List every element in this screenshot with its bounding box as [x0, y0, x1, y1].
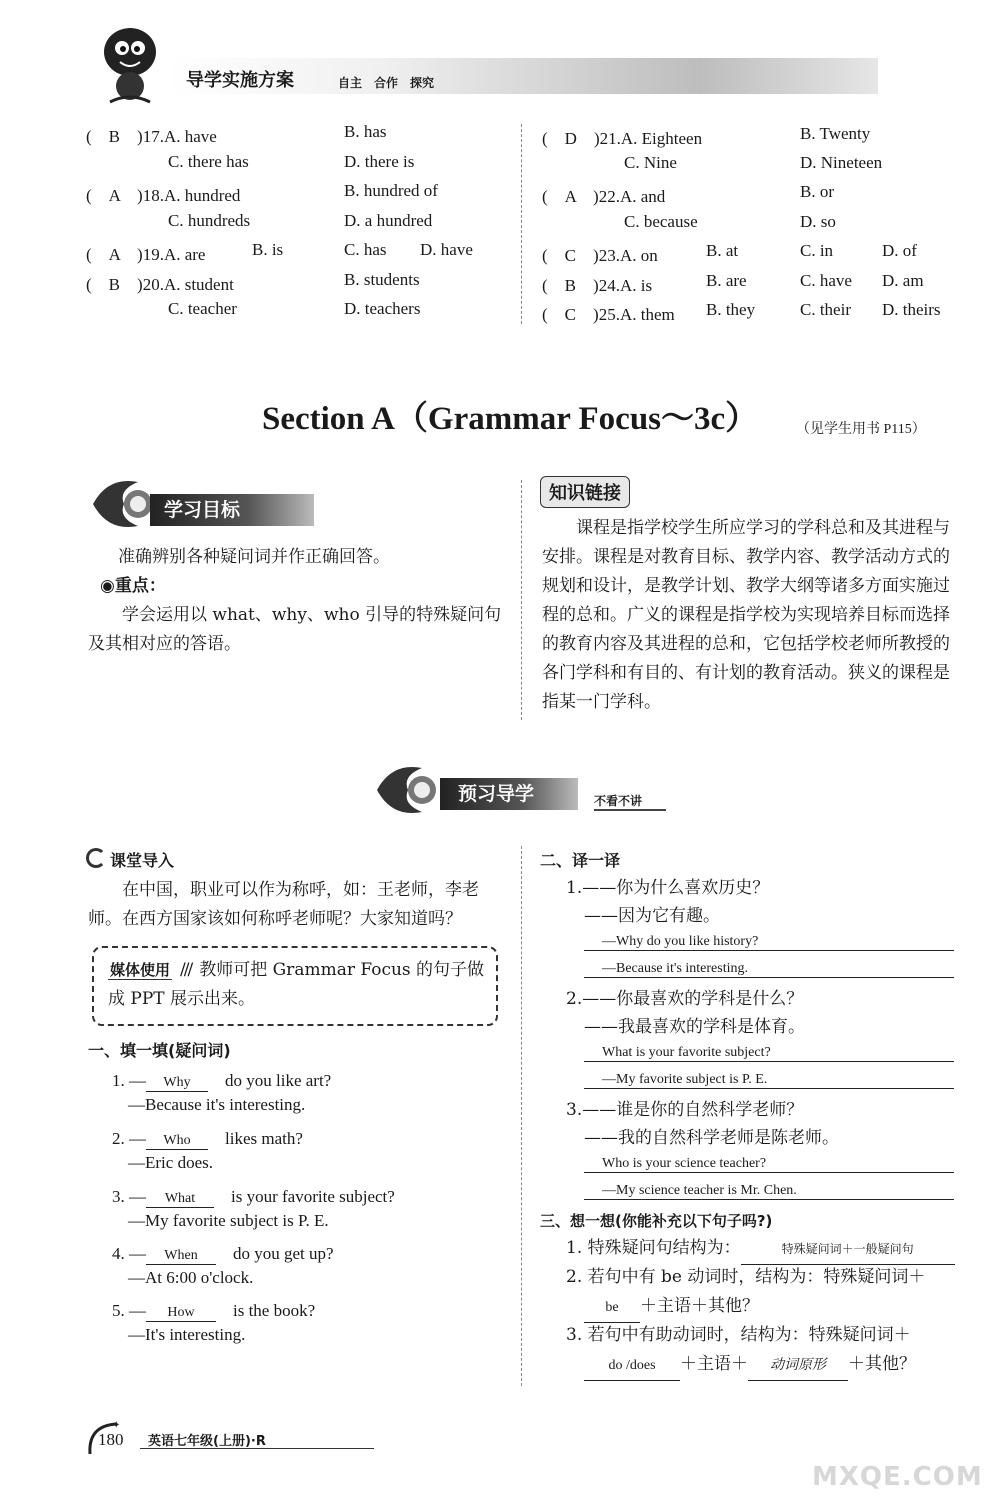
translate-answer-cn: ——我最喜欢的学科是体育。 [584, 1017, 805, 1037]
goals-text: 准确辨别各种疑问词并作正确回答。 [118, 547, 390, 567]
option-d: D. so [800, 212, 836, 231]
fill-answer: How [146, 1305, 216, 1322]
column-divider [521, 124, 522, 324]
fill-answer: Why [146, 1075, 208, 1092]
knowledge-text: 课程是指学校学生所应学习的学科总和及其进程与安排。课程是对教育目标、教学内容、教学活动方式的规划和设计，是教学计划、教学大纲等诸多方面实施过程的总和。广义的课程是指学校为实现培养目标而选择的教育内容及其进程的总和，它包括学校老师所教授的各门学科和有目的、有计划的教育活动。狭义的课程是指某一门学科。 [542, 518, 950, 712]
option-b: B. students [344, 270, 420, 289]
option-d: D. have [420, 240, 473, 259]
think-line-2b: be ＋主语＋其他？ [584, 1292, 759, 1323]
think-answer: 特殊疑问词＋一般疑问句 [741, 1235, 955, 1265]
translate-line: What is your favorite subject? [584, 1045, 954, 1062]
svg-text:✦: ✦ [112, 1420, 121, 1431]
intro-label: 课堂导入 [86, 848, 174, 871]
media-text: 媒体使用 /// 教师可把 Grammar Focus 的句子做成 PPT 展示出来。 [108, 960, 485, 1009]
watermark: MXQE.COM [812, 1462, 983, 1492]
fill-reply: —Eric does. [128, 1153, 213, 1172]
page-number: 180 [98, 1430, 124, 1449]
answer-letter: A [108, 245, 121, 264]
think-title: 三、想一想(你能补充以下句子吗?) [540, 1212, 773, 1230]
fill-answer: When [146, 1248, 216, 1265]
option-b: B. is [252, 240, 284, 259]
key-label: ◉重点： [100, 576, 166, 596]
preview-badge: 预习导学 [440, 778, 578, 810]
think-line-1: 1. 特殊疑问句结构为： 特殊疑问词＋一般疑问句 [566, 1234, 955, 1265]
option-b: B. Twenty [800, 124, 871, 143]
key-text: 学会运用以 what、why、who 引导的特殊疑问句及其相对应的答语。 [88, 605, 502, 654]
option-d: D. teachers [344, 299, 421, 318]
option-b: B. are [706, 271, 747, 290]
answer-letter: C [564, 246, 577, 265]
think-answer: be [584, 1293, 640, 1323]
answer-letter: C [564, 305, 577, 324]
answer-letter: D [564, 129, 577, 148]
think-answer: do /does [584, 1351, 680, 1381]
footer [86, 1418, 386, 1458]
translate-answer-cn: ——我的自然科学老师是陈老师。 [584, 1128, 839, 1148]
quote-icon [86, 848, 106, 868]
fill-reply: —It's interesting. [128, 1325, 246, 1344]
answer-letter: B [564, 276, 577, 295]
option-c: C. teacher [168, 299, 237, 318]
fill-answer: What [146, 1191, 214, 1208]
fill-reply: —My favorite subject is P. E. [128, 1211, 329, 1230]
option-d: D. a hundred [344, 211, 433, 230]
translate-line: —Because it's interesting. [584, 961, 954, 978]
option-b: B. or [800, 182, 834, 201]
header [0, 0, 1000, 110]
fill-answer: Who [146, 1133, 208, 1150]
translate-line: —Why do you like history? [584, 934, 954, 951]
option-b: B. at [706, 241, 739, 260]
think-line-2: 2. 若句中有 be 动词时，结构为：特殊疑问词＋ [566, 1267, 926, 1287]
option-c: C. Nine [624, 153, 677, 172]
option-d: D. theirs [882, 300, 941, 319]
knowledge-badge: 知识链接 [540, 476, 630, 508]
option-d: D. of [882, 241, 917, 260]
fill-title: 一、填一填(疑问词) [88, 1041, 231, 1060]
answer-letter: B [108, 275, 121, 294]
translate-line: —My science teacher is Mr. Chen. [584, 1183, 954, 1200]
option-c: C. there has [168, 152, 249, 171]
column-divider [521, 480, 522, 720]
fill-reply: —Because it's interesting. [128, 1095, 306, 1114]
media-description: 教师可把 Grammar Focus 的句子做成 PPT 展示出来。 [108, 960, 485, 1009]
answer-paren: ( [86, 127, 109, 146]
header-tags: 自主 合作 探究 [338, 76, 435, 90]
option-d: D. Nineteen [800, 153, 883, 172]
preview-subtitle: 不看不讲 [594, 792, 666, 811]
option-c: C. because [624, 212, 698, 231]
translate-title: 二、译一译 [540, 851, 621, 870]
book-title: 英语七年级(上册)·R [148, 1434, 266, 1449]
option-d: D. am [882, 271, 924, 290]
mascot-icon [96, 18, 166, 106]
translate-answer-cn: ——因为它有趣。 [584, 906, 720, 926]
option-c: C. has [344, 240, 387, 259]
option-c: C. have [800, 271, 852, 290]
answer-letter: B [108, 127, 121, 146]
media-label: 媒体使用 [110, 961, 171, 979]
think-answer: 动词原形 [748, 1351, 848, 1381]
goals-badge: 学习目标 [150, 494, 314, 526]
intro-text: 在中国，职业可以作为称呼，如：王老师，李老师。在西方国家该如何称呼老师呢？大家知道吗？ [88, 880, 479, 929]
option-c: C. hundreds [168, 211, 251, 230]
section-page-ref: （见学生用书 P115） [796, 422, 926, 437]
column-divider [521, 846, 522, 1386]
translate-line: Who is your science teacher? [584, 1156, 954, 1173]
answer-letter: A [564, 187, 577, 206]
option-c: C. in [800, 241, 834, 260]
option-d: D. there is [344, 152, 415, 171]
option-b: B. they [706, 300, 756, 319]
option-b: B. hundred of [344, 181, 438, 200]
fill-reply: —At 6:00 o'clock. [128, 1268, 254, 1287]
answer-letter: A [108, 186, 121, 205]
translate-line: —My favorite subject is P. E. [584, 1072, 954, 1089]
think-line-3: 3. 若句中有助动词时，结构为：特殊疑问词＋ [566, 1325, 911, 1345]
option-b: B. has [344, 122, 387, 141]
section-title: Section A（Grammar Focus～3c） [262, 401, 759, 437]
header-title: 导学实施方案 [186, 70, 294, 91]
option-c: C. their [800, 300, 851, 319]
think-line-3b: do /does ＋主语＋ 动词原形 ＋其他？ [584, 1350, 916, 1381]
